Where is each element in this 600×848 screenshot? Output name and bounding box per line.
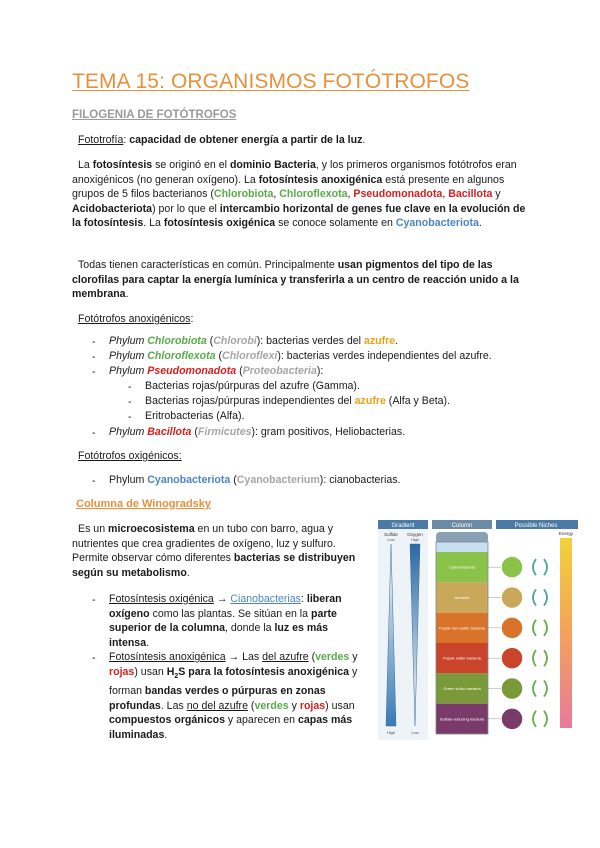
- text: (: [191, 426, 198, 438]
- list-dash: -: [92, 594, 96, 606]
- term: Fotosíntesis anoxigénica: [109, 651, 226, 663]
- taxon-synonym: Chlorobi: [213, 335, 257, 347]
- taxon-synonym: Chloroflexi: [222, 350, 278, 362]
- text: (: [215, 350, 223, 362]
- wino-item-anoxigenica: [109, 650, 371, 742]
- text: .: [362, 134, 366, 146]
- taxon-name: Cyanobacteriota: [147, 474, 231, 486]
- text: ): bacterias verdes independientes del azufre.: [277, 350, 492, 362]
- niche-circle: [501, 617, 523, 639]
- niches-title: Possible Niches: [514, 523, 558, 529]
- niche-light-icon: [533, 681, 547, 697]
- niche-circle: [501, 556, 523, 578]
- text: :: [300, 593, 307, 605]
- text: .: [146, 636, 150, 649]
- text: , donde la: [224, 622, 275, 634]
- text: →: [213, 593, 231, 605]
- text: . La: [143, 217, 164, 229]
- niche-circle: [501, 678, 523, 700]
- term: Fotosíntesis oxigénica: [109, 593, 214, 605]
- bold-text: usan pigmentos del tipo de las clorofilas para captar la energía lumínica y transferirla a un centro de reacción unido a la membrana: [72, 259, 519, 300]
- energy-label: Energy: [558, 531, 574, 536]
- sublist-dash: -: [128, 381, 132, 393]
- bold-text: microecosistema: [108, 523, 195, 535]
- taxon-synonym: Proteobacteria: [242, 365, 317, 377]
- column-title: Column: [451, 523, 473, 529]
- list-item: [109, 349, 492, 364]
- anox-header: [78, 313, 193, 325]
- list-item: [109, 425, 405, 440]
- text: Bacterias rojas/púrpuras independientes del: [145, 395, 355, 407]
- text: ): bacterias verdes del: [256, 335, 364, 347]
- text: ,: [442, 188, 449, 200]
- taxon-chlorobiota: Chlorobiota: [213, 188, 274, 200]
- paragraph-winogradsky: [72, 522, 372, 580]
- text: (: [230, 474, 237, 486]
- text: está presente en algunos grupos de 5 filos bacterianos (: [72, 173, 505, 200]
- text: Phylum: [109, 365, 145, 377]
- text: y: [492, 188, 501, 200]
- paragraph-fototrofia: [72, 133, 528, 148]
- niche-circle: [501, 647, 523, 669]
- text: y: [288, 699, 300, 712]
- niches-column: [488, 556, 547, 730]
- text: se conoce solamente en: [275, 217, 396, 229]
- bold-text: bacterias se distribuyen según su metabolismo: [72, 552, 356, 579]
- list-dash: -: [92, 336, 96, 348]
- sulfide-label: Sulfide: [384, 532, 398, 537]
- sublist-item: [145, 394, 450, 409]
- niche-light-icon: [533, 650, 547, 666]
- text: Phylum: [109, 350, 145, 362]
- paragraph-fotosintesis: [72, 158, 528, 231]
- text: ) usan: [134, 665, 167, 678]
- formula-h2s: [167, 666, 186, 678]
- section-subtitle: FILOGENIA DE FOTÓTROFOS: [72, 109, 237, 121]
- niche-light-icon: [533, 559, 547, 575]
- taxon-synonym: Cyanobacterium: [236, 474, 320, 486]
- taxon-name: Chlorobiota: [147, 335, 207, 347]
- text: del azufre: [262, 651, 309, 663]
- oxygen-low-label: Low: [411, 730, 419, 735]
- highlight-azufre: azufre: [363, 335, 396, 347]
- niche-circle: [501, 708, 523, 730]
- list-item: [109, 473, 400, 488]
- list-dash: -: [92, 427, 96, 439]
- bold-text: liberan oxígeno: [109, 593, 342, 620]
- bold-text: Acidobacteriota: [72, 202, 153, 215]
- text: (: [308, 651, 316, 663]
- column-bands: [436, 552, 488, 734]
- text: ,: [347, 188, 354, 200]
- niche-light-icon: [533, 620, 547, 636]
- text: .: [164, 728, 168, 741]
- text: .: [478, 217, 482, 229]
- paragraph-caracteristicas: [72, 258, 528, 302]
- list-item: [109, 364, 323, 379]
- bold-text: compuestos orgánicos: [109, 714, 225, 727]
- definition: capacidad de obtener energía a partir de la luz: [129, 134, 363, 146]
- text: S: [178, 665, 186, 678]
- color-rojas: rojas: [109, 665, 135, 678]
- highlight-azufre: azufre: [354, 395, 386, 407]
- color-verdes: verdes: [254, 699, 289, 712]
- list-item: [109, 334, 398, 349]
- bold-text: para la fotosíntesis anoxigénica: [185, 665, 350, 678]
- bold-text: dominio Bacteria: [229, 159, 316, 171]
- list-dash: -: [92, 366, 96, 378]
- text: (: [206, 335, 214, 347]
- taxon-name: Pseudomonadota: [147, 365, 237, 377]
- text: en un tubo con barro, agua y nutrientes que crea gradientes de oxígeno, luz y sulfuro. Permite observar cómo diferentes: [72, 523, 336, 564]
- text: → Las: [225, 651, 263, 663]
- text: Phylum: [109, 335, 145, 347]
- text: H: [166, 665, 175, 678]
- winogradsky-diagram: [378, 520, 578, 740]
- text: Eritrobacterias (Alfa).: [145, 410, 245, 422]
- ox-header: [78, 450, 182, 462]
- text: Todas tienen características en común. Principalmente: [78, 259, 338, 271]
- text: (Alfa y Beta).: [385, 395, 451, 407]
- taxon-name: Bacillota: [147, 426, 192, 438]
- taxon-synonym: Firmicutes: [197, 426, 252, 438]
- list-dash: -: [92, 475, 96, 487]
- taxon-cyanobacteriota: Cyanobacteriota: [395, 217, 479, 229]
- text: ,: [273, 188, 280, 200]
- taxon-pseudomonadota: Pseudomonadota: [353, 188, 443, 200]
- bold-text: fotosíntesis anoxigénica: [258, 173, 383, 186]
- list-dash: -: [92, 351, 96, 363]
- sublist-dash: -: [128, 396, 132, 408]
- text: .: [186, 566, 190, 579]
- niche-circle: [501, 587, 523, 609]
- niche-light-icon: [533, 711, 547, 727]
- text: ) usan: [325, 699, 355, 712]
- bold-text: fotosíntesis oxigénica: [163, 217, 276, 229]
- text: y aparecen en: [224, 714, 298, 727]
- sublist-dash: -: [128, 411, 132, 423]
- column-water: [436, 542, 488, 552]
- text: (: [247, 699, 255, 712]
- text: 2: [174, 672, 179, 680]
- text: :: [178, 450, 182, 462]
- text: como las plantas. Se sitúan en la: [149, 607, 311, 620]
- column-band-label: Sulfate-reducing bacteria: [439, 716, 485, 722]
- bold-text: intercambio horizontal de genes fue clave en la evolución de la fotosíntesis: [72, 202, 526, 229]
- color-rojas: rojas: [299, 699, 326, 712]
- column-band-label: Aerobes: [454, 595, 470, 600]
- column-band-label: Green sulfur bacteria: [443, 686, 481, 691]
- gradient-panel: [378, 520, 428, 740]
- text: ) por lo que el: [152, 202, 220, 215]
- bold-text: capas más iluminadas: [109, 714, 353, 741]
- text: y forman: [109, 665, 358, 698]
- text: :: [190, 313, 194, 325]
- taxon-chloroflexota: Chloroflexota: [279, 188, 348, 200]
- text: Phylum: [109, 474, 148, 486]
- oxygen-label: Oxygen: [407, 532, 423, 537]
- bold-text: parte superior de la columna: [109, 607, 337, 634]
- taxon-name: Chloroflexota: [147, 350, 216, 362]
- anox-header-text: Fotótrofos anoxigénicos: [78, 313, 191, 325]
- text: , y los primeros organismos fotótrofos eran anoxigénicos (no generan oxígeno). La: [72, 159, 517, 186]
- text: (: [236, 365, 243, 377]
- column-band-label: Purple sulfur bacteria: [443, 655, 481, 661]
- text: :: [123, 134, 130, 146]
- link-cianobacterias[interactable]: Cianobacterias: [230, 593, 301, 605]
- taxon-bacillota: Bacillota: [448, 188, 493, 200]
- color-verdes: verdes: [315, 651, 350, 663]
- bold-text: bandas verdes o púrpuras en zonas profundas: [109, 685, 326, 712]
- text: Phylum: [109, 426, 145, 438]
- sulfide-low-label: Low: [387, 537, 395, 542]
- text: no del azufre: [186, 699, 248, 712]
- text: . Las: [160, 699, 187, 712]
- sublist-item: [145, 409, 245, 424]
- text: Es un: [78, 523, 109, 535]
- column-band-label: Purple non-sulfur bacteria: [439, 625, 485, 631]
- column-band-label: Cyanobacteria: [449, 564, 475, 570]
- list-dash: -: [92, 652, 96, 664]
- text: .: [395, 335, 399, 347]
- wino-item-oxigenica: [109, 592, 371, 650]
- text: y: [349, 651, 358, 663]
- text: ): cianobacterias.: [319, 474, 401, 486]
- text: Bacterias rojas/púrpuras del azufre (Gamma).: [145, 380, 360, 392]
- sulfide-high-label: High: [386, 730, 396, 735]
- winogradsky-title: Columna de Winogradsky: [76, 498, 211, 510]
- page-title: TEMA 15: ORGANISMOS FOTÓTROFOS: [72, 70, 470, 93]
- winogradsky-figure: [378, 520, 578, 740]
- text: ): gram positivos, Heliobacterias.: [251, 426, 406, 438]
- text: se originó en el: [152, 159, 230, 171]
- ox-header-text: Fotótrofos oxigénicos: [78, 450, 179, 462]
- term-fototrofia: Fototrofía: [78, 134, 124, 146]
- text: .: [125, 288, 129, 300]
- sublist-item: [145, 379, 360, 394]
- niche-light-icon: [533, 590, 547, 606]
- energy-bar: [560, 538, 572, 728]
- gradient-title: Gradient: [391, 523, 415, 529]
- bold-text: luz es más intensa: [109, 622, 329, 649]
- oxygen-high-label: High: [410, 537, 420, 542]
- text: ):: [316, 365, 324, 377]
- text: La: [78, 159, 93, 171]
- bold-text: fotosíntesis: [92, 159, 153, 171]
